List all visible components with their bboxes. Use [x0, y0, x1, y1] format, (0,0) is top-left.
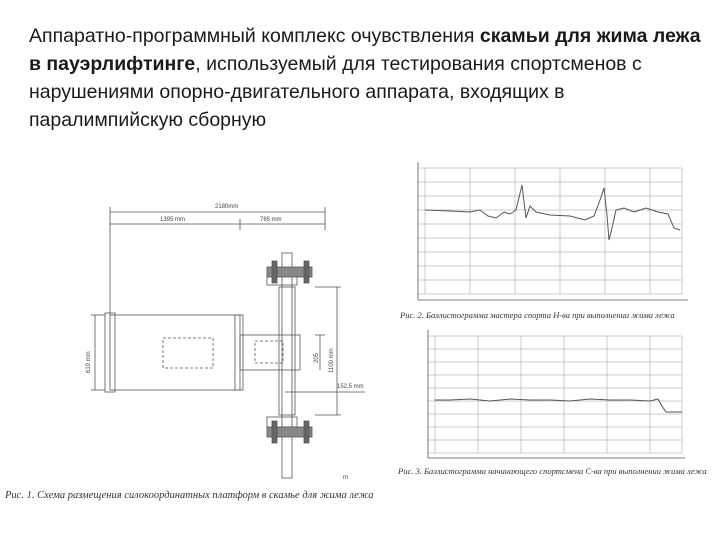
figure3-caption: Рис. 3. Баллистограмма начинающего спортсмена С-ва при выполнении жима лежа — [398, 466, 707, 476]
dim-inner: 205 — [314, 352, 320, 363]
title-part1: Аппаратно-программный комплекс очувствления — [29, 25, 480, 47]
title-bold: скамьи для жима лежа в пауэрлифтинге — [29, 25, 701, 75]
bench-schematic — [75, 195, 365, 490]
dim-mark: m — [343, 475, 348, 481]
figure1-caption: Рис. 1. Схема размещения силокоординатных платформ в скамье для жима лежа — [5, 490, 374, 501]
dim-tall: 1100 mm — [329, 348, 335, 373]
slide-title — [29, 22, 709, 134]
ballistogram-master — [410, 160, 690, 305]
dim-height: 610 mm — [86, 351, 92, 373]
figure2-caption: Рис. 2. Баллистограмма мастера спорта Н-ва при выполнении жима лежа — [400, 310, 675, 320]
dim-right: 785 mm — [260, 217, 282, 223]
dim-bottom: 152,5 mm — [337, 384, 364, 390]
dim-total: 2180mm — [215, 204, 239, 210]
title-part2: , используемый для тестирования спортсменов с нарушениями опорно-двигательного аппарата, входящих в паралимпийскую сборную — [29, 53, 642, 131]
dim-left: 1395 mm — [160, 217, 186, 223]
ballistogram-beginner — [420, 328, 690, 463]
